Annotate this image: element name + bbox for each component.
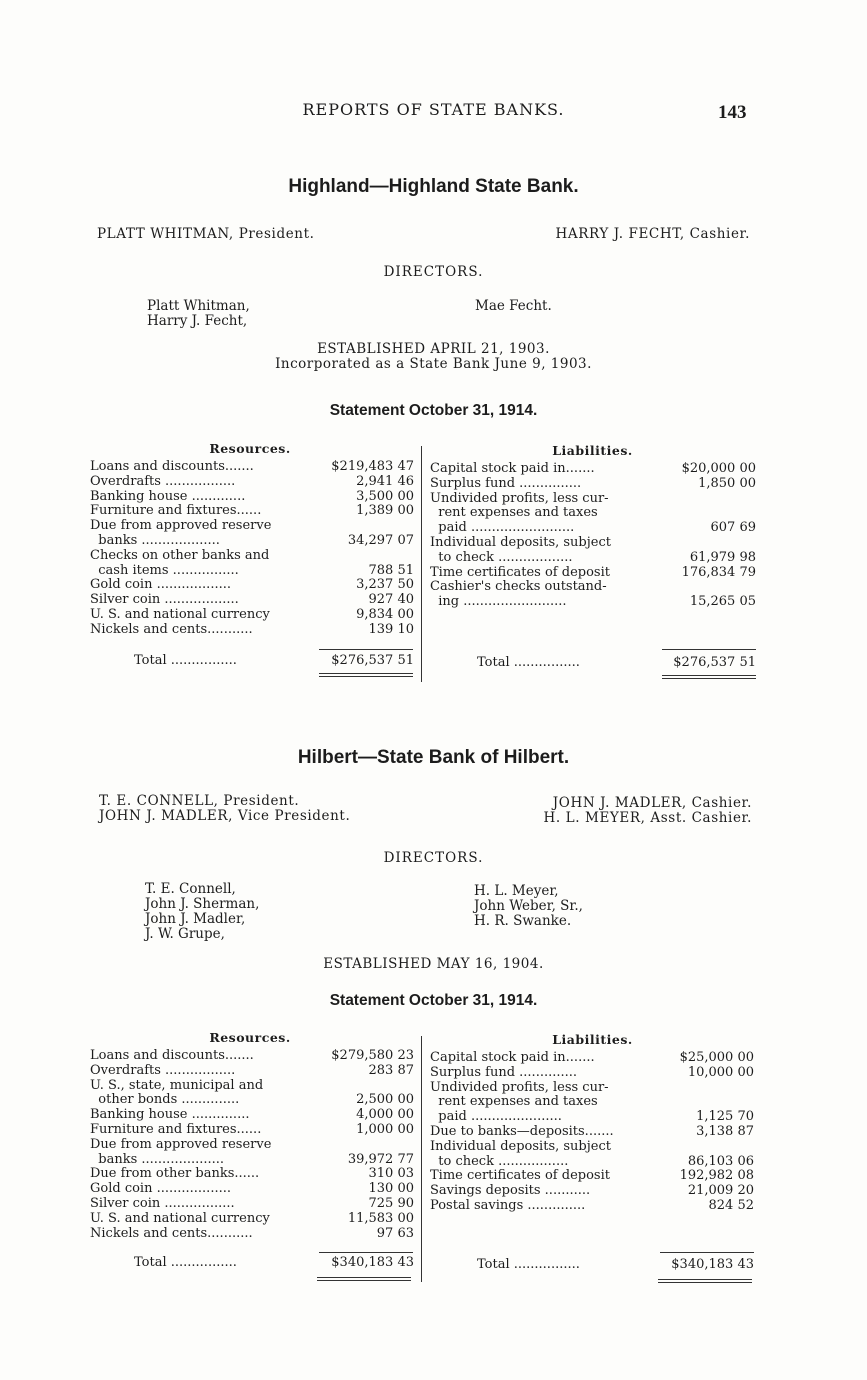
item-label: Checks on other banks and [90,547,270,563]
item-label: ing ......................... [430,594,567,610]
liabilities-heading: Liabilities. [552,443,633,458]
item-label: Banking house ............. [90,488,246,504]
liability-row [430,461,756,476]
item-label: Loans and discounts....... [90,459,254,474]
item-amount: 725 90 [368,1196,414,1211]
directors-right [474,884,583,929]
resource-row [90,474,414,489]
item-label: U. S. and national currency [90,607,270,622]
item-label: paid ......................... [430,520,575,536]
liability-row [430,491,756,506]
item-label: Overdrafts ................. [90,1062,236,1078]
item-label: Capital stock paid in....... [430,1050,595,1065]
item-amount: $25,000 00 [679,1050,754,1065]
resources-total-row [134,1255,414,1270]
resources-heading: Resources. [209,1030,291,1045]
director-name: John J. Sherman, [145,896,260,912]
resource-row [90,1166,414,1181]
total-label: Total ................ [134,653,237,668]
resource-row [90,1122,414,1137]
director-name: John Weber, Sr., [474,898,583,914]
established-info [0,342,867,372]
resource-row [90,1078,414,1093]
liability-row [430,550,756,565]
liabilities-total-row [477,1257,754,1272]
item-label: to check ................. [430,1153,569,1169]
bank-title: Highland—Highland State Bank. [288,176,579,197]
item-label: banks ................... [90,533,220,548]
director-name: J. W. Grupe, [145,926,225,942]
item-label: Surplus fund .............. [430,1064,578,1080]
resources-total-row [134,653,414,668]
item-amount: 61,979 98 [689,549,756,565]
item-amount: 15,265 05 [689,594,756,610]
item-label: banks .................... [90,1151,225,1167]
item-amount: 3,500 00 [356,488,414,504]
resources-sum-rule [319,649,413,650]
item-label: Due from approved reserve [90,518,272,534]
resources-double-rule [317,1277,411,1281]
item-amount: 1,125 70 [696,1109,754,1125]
resource-row [90,459,414,474]
item-label: Due from approved reserve [90,1136,272,1152]
item-amount: $279,580 23 [331,1048,414,1063]
item-label: Due to banks—deposits....... [430,1124,614,1139]
officer-vice-president: JOHN J. MADLER, Vice President. [99,808,351,824]
officer-president: PLATT WHITMAN, President. [97,226,315,242]
liability-row [430,1154,754,1169]
item-amount: 310 03 [368,1166,414,1182]
item-amount: 21,009 20 [687,1183,754,1199]
item-label: Undivided profits, less cur- [430,490,609,506]
resources-sum-rule [319,1252,413,1253]
item-label: Gold coin .................. [90,1181,231,1197]
resource-row [90,548,414,563]
directors-heading: DIRECTORS. [383,264,484,280]
resources-heading: Resources. [209,441,291,456]
bank-title: Hilbert—State Bank of Hilbert. [297,747,570,768]
item-amount: 176,834 79 [681,564,756,580]
item-label: rent expenses and taxes [430,1094,598,1110]
item-label: Furniture and fixtures...... [90,1122,262,1137]
established-info [0,957,867,972]
item-label: paid ...................... [430,1109,562,1125]
item-label: Surplus fund ............... [430,475,582,491]
officers-right [544,796,752,826]
item-amount: 2,500 00 [356,1092,414,1108]
director-name: John J. Madler, [145,911,246,927]
resource-row [90,1137,414,1152]
liability-row [430,476,756,491]
item-label: Nickels and cents........... [90,1225,253,1241]
item-label: U. S. and national currency [90,1210,270,1226]
item-label: Furniture and fixtures...... [90,503,262,519]
director-name: H. L. Meyer, [474,883,559,899]
item-amount: 788 51 [368,562,414,578]
item-amount: 927 40 [368,592,414,608]
liabilities-double-rule [662,675,756,679]
resource-row [90,592,414,607]
liability-row [430,1094,754,1109]
item-label: Capital stock paid in....... [430,461,595,476]
liability-row [430,579,756,594]
item-label: other bonds .............. [90,1092,240,1108]
item-label: Individual deposits, subject [430,535,611,550]
liabilities-sum-rule [662,649,756,650]
liability-row [430,565,756,580]
item-label: U. S., state, municipal and [90,1077,264,1093]
item-label: Cashier's checks outstand- [430,579,607,595]
item-amount: $219,483 47 [331,459,414,474]
item-amount: 10,000 00 [687,1064,754,1080]
item-amount: 824 52 [708,1198,754,1213]
item-amount: 3,138 87 [696,1124,754,1139]
liabilities-total-row [477,655,756,670]
resource-row [90,489,414,504]
established-date: ESTABLISHED APRIL 21, 1903. [317,341,550,357]
liability-row [430,1139,754,1154]
item-amount: 139 10 [368,621,414,637]
incorporated-date: Incorporated as a State Bank June 9, 1903. [275,356,592,372]
resource-row [90,577,414,592]
officer-president: T. E. CONNELL, President. [99,793,300,809]
established-date: ESTABLISHED MAY 16, 1904. [323,956,544,972]
item-label: Time certificates of deposit [430,564,610,580]
total-amount: $276,537 51 [673,655,756,670]
total-label: Total ................ [477,655,580,670]
resource-row [90,1196,414,1211]
item-label: Loans and discounts....... [90,1048,254,1063]
item-amount: 86,103 06 [687,1153,754,1169]
liability-row [430,1124,754,1139]
item-label: to check .................. [430,549,573,565]
officer-cashier: HARRY J. FECHT, Cashier. [555,226,750,242]
item-label: Silver coin .................. [90,592,239,608]
item-label: Savings deposits ........... [430,1183,591,1199]
officer-asst-cashier: H. L. MEYER, Asst. Cashier. [543,810,752,826]
resource-row [90,1092,414,1107]
liability-row [430,1109,754,1124]
item-amount: 11,583 00 [347,1210,414,1226]
resource-row [90,1063,414,1078]
liabilities-double-rule [658,1279,752,1283]
resource-row [90,622,414,637]
item-label: Nickels and cents........... [90,621,253,637]
liability-row [430,1183,754,1198]
officer-cashier: JOHN J. MADLER, Cashier. [552,795,752,811]
item-amount: 97 63 [376,1225,414,1241]
item-label: rent expenses and taxes [430,505,598,521]
running-title: REPORTS OF STATE BANKS. [302,100,565,119]
item-amount: 2,941 46 [356,473,414,489]
liabilities-sum-rule [660,1252,754,1253]
item-label: Undivided profits, less cur- [430,1079,609,1095]
item-label: Postal savings .............. [430,1198,586,1213]
item-amount: 4,000 00 [356,1107,414,1123]
total-amount: $340,183 43 [331,1255,414,1270]
director-name: Harry J. Fecht, [147,313,248,329]
resource-row [90,1226,414,1241]
directors-right [475,299,552,314]
item-label: Gold coin .................. [90,577,231,593]
resource-row [90,503,414,518]
director-name: H. R. Swanke. [474,913,572,929]
resource-row [90,563,414,578]
column-divider [421,446,422,682]
page-number: 143 [718,102,747,123]
resources-double-rule [319,673,413,677]
item-amount: 34,297 07 [347,533,414,548]
resource-row [90,1107,414,1122]
directors-left [145,882,259,942]
item-amount: 1,389 00 [356,503,414,519]
total-label: Total ................ [134,1255,237,1270]
directors-heading: DIRECTORS. [383,850,484,866]
item-label: Banking house .............. [90,1107,250,1123]
item-label: Due from other banks...... [90,1166,260,1182]
liability-row [430,1065,754,1080]
liability-row [430,1198,754,1213]
director-name: Platt Whitman, [147,298,250,314]
item-amount: 192,982 08 [679,1168,754,1184]
item-label: Time certificates of deposit [430,1168,610,1184]
resource-row [90,607,414,622]
liabilities-heading: Liabilities. [552,1032,633,1047]
item-amount: 9,834 00 [356,607,414,622]
column-divider [421,1036,422,1282]
director-name: Mae Fecht. [475,298,552,314]
resource-row [90,1181,414,1196]
item-amount: 3,237 50 [356,577,414,593]
total-amount: $340,183 43 [671,1257,754,1272]
liability-row [430,520,756,535]
officers-left [99,794,350,824]
resource-row [90,1152,414,1167]
directors-left [147,299,250,329]
item-amount: 1,000 00 [356,1122,414,1137]
resource-row [90,1211,414,1226]
item-amount: 39,972 77 [347,1151,414,1167]
item-label: Individual deposits, subject [430,1138,611,1154]
liability-row [430,1050,754,1065]
total-label: Total ................ [477,1257,580,1272]
item-amount: 1,850 00 [698,475,756,491]
liability-row [430,505,756,520]
liability-row [430,594,756,609]
item-amount: $20,000 00 [681,461,756,476]
item-label: Silver coin ................. [90,1196,235,1211]
resource-row [90,533,414,548]
item-amount: 607 69 [710,520,756,536]
resource-row [90,1048,414,1063]
statement-heading: Statement October 31, 1914. [329,402,538,419]
director-name: T. E. Connell, [145,881,236,897]
liability-row [430,1168,754,1183]
total-amount: $276,537 51 [331,653,414,668]
statement-heading: Statement October 31, 1914. [329,992,538,1009]
liability-row [430,1080,754,1095]
item-label: Overdrafts ................. [90,473,236,489]
liability-row [430,535,756,550]
item-amount: 130 00 [368,1181,414,1197]
item-amount: 283 87 [368,1062,414,1078]
item-label: cash items ................ [90,562,239,578]
resource-row [90,518,414,533]
